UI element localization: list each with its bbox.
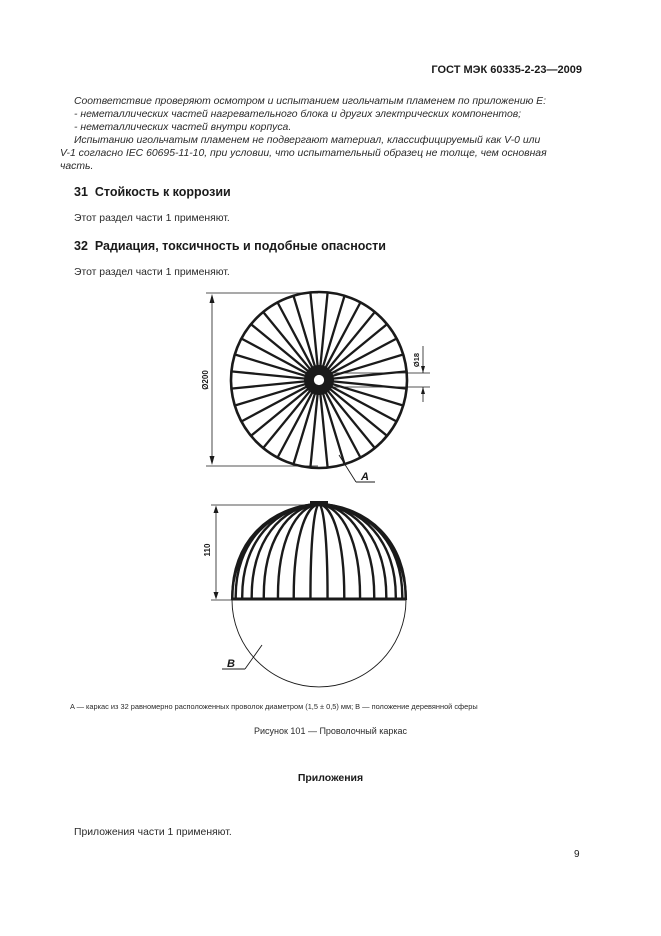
dim-diameter-label: Ø200: [201, 370, 210, 390]
wooden-sphere-lower-half: [232, 600, 406, 687]
top-cap: [310, 501, 328, 506]
section-32-number: 32: [74, 239, 88, 253]
figure-title: Рисунок 101 — Проволочный каркас: [253, 726, 408, 736]
center-hole: [314, 375, 325, 386]
conformity-line-2: - неметаллических частей нагревательного блока и других электрических компонентов;: [74, 109, 522, 120]
appendix-heading: Приложения: [297, 772, 364, 784]
label-b: B: [227, 658, 235, 670]
conformity-line-4: Испытанию игольчатым пламенем не подвергают материал, классифицируемый как V-0 или: [74, 135, 541, 146]
wire-frame-side-view: [232, 501, 406, 687]
conformity-line-5: V-1 согласно IEC 60695-11-10, при условии, что испытательный образец не толще, чем основная: [60, 148, 547, 159]
section-31-number: 31: [74, 185, 88, 199]
base-ring: [232, 598, 406, 601]
meridian-wire: [252, 504, 319, 600]
conformity-line-6: часть.: [60, 161, 94, 172]
dim-hole-label: Ø18: [412, 352, 421, 368]
conformity-line-3: - неметаллических частей внутри корпуса.: [74, 122, 292, 133]
section-32-text: Этот раздел части 1 применяют.: [74, 267, 230, 278]
label-a: A: [361, 471, 369, 483]
meridian-wire: [319, 504, 328, 600]
meridian-wire: [310, 504, 319, 600]
meridian-wires: [232, 504, 405, 600]
wire-frame-top-view: [231, 292, 407, 468]
meridian-wire: [319, 504, 386, 600]
page-number: 9: [574, 849, 580, 860]
document-header: ГОСТ МЭК 60335-2-23—2009: [431, 64, 582, 76]
figure-legend: A — каркас из 32 равномерно расположенных проволок диаметром (1,5 ± 0,5) мм; B — положение деревянной сферы: [70, 702, 478, 711]
appendix-text: Приложения части 1 применяют.: [74, 827, 232, 838]
dim-height-label: 110: [203, 543, 212, 557]
section-32-title: Радиация, токсичность и подобные опасности: [94, 239, 386, 253]
section-31-title: Стойкость к коррозии: [94, 185, 231, 199]
section-31-text: Этот раздел части 1 применяют.: [74, 213, 230, 224]
conformity-line-1: Соответствие проверяют осмотром и испытанием игольчатым пламенем по приложению E:: [74, 96, 546, 107]
